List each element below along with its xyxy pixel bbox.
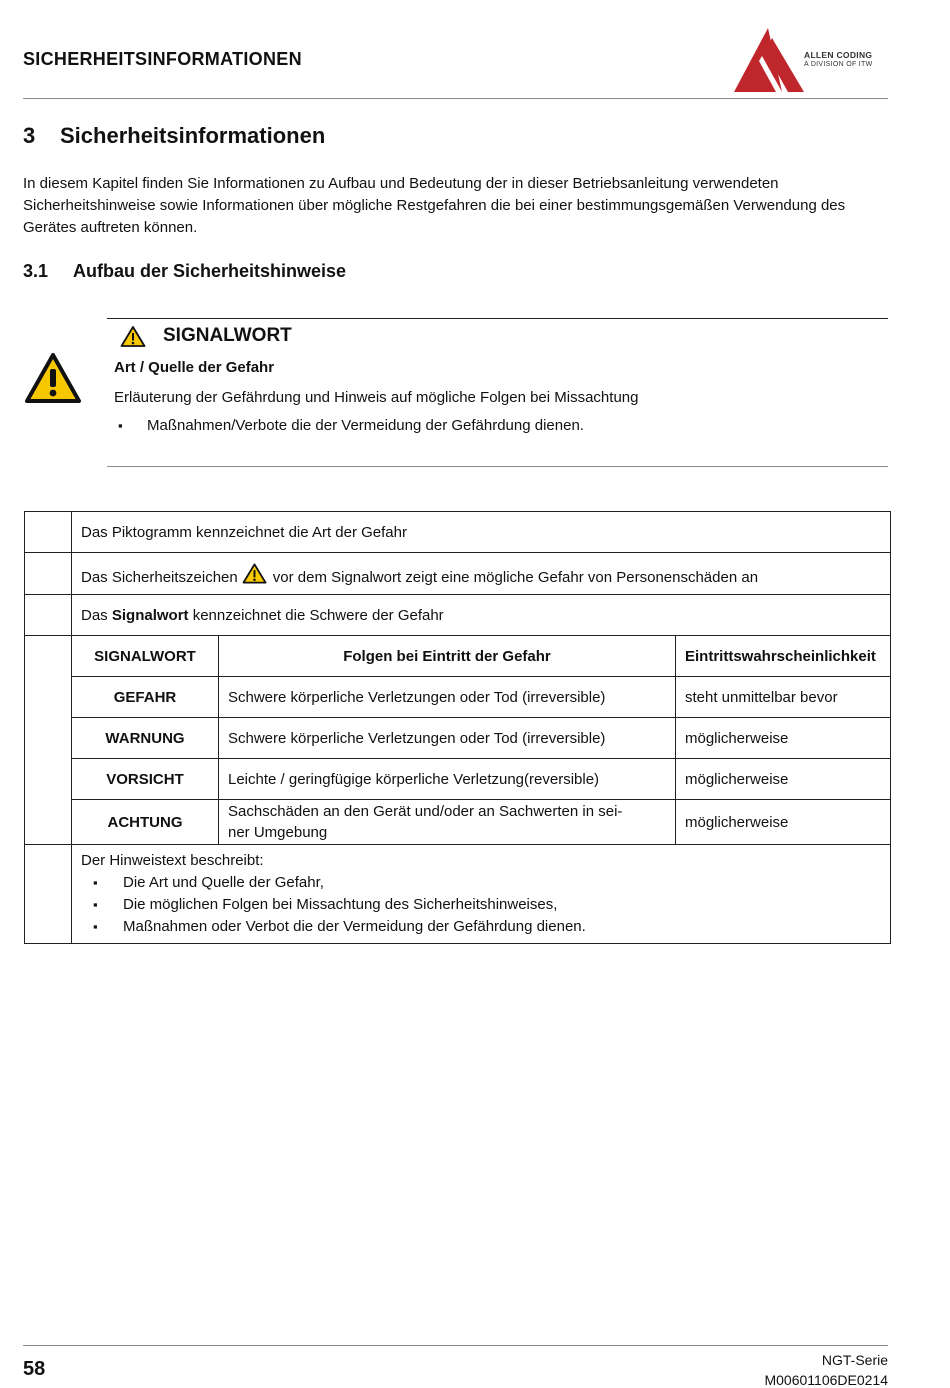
section-title: Aufbau der Sicherheitshinweise [73, 261, 347, 281]
severity-cell: Schwere körperliche Verletzungen oder Tod (irreversible) [219, 677, 676, 718]
severity-cell [219, 800, 676, 845]
section-number: 3.1 [23, 261, 49, 281]
legend-table [24, 511, 891, 944]
logo-name: ALLEN CODING [804, 50, 873, 60]
severity-cell: steht unmittelbar bevor [676, 677, 891, 718]
company-logo [732, 26, 892, 96]
severity-cell: möglicherweise [676, 718, 891, 759]
hint-item: ▪ Die möglichen Folgen bei Missachtung des Sicherheitshinweises, [81, 894, 881, 916]
severity-cell: GEFAHR [72, 677, 219, 718]
signal-word: SIGNALWORT [163, 325, 292, 346]
inline-safety-sign-icon [242, 562, 267, 585]
severity-cell: möglicherweise [676, 759, 891, 800]
legend-row-hint [25, 845, 891, 944]
safety-sign-icon [120, 325, 146, 348]
severity-header-row [72, 636, 890, 677]
severity-row [72, 718, 890, 759]
legend-row-severity [25, 636, 891, 845]
severity-header: Eintrittswahrscheinlichkeit [676, 636, 891, 677]
footer-divider [23, 1345, 888, 1346]
severity-cell: Leichte / geringfügige körperliche Verletzung(reversible) [219, 759, 676, 800]
legend-row-pictogram [25, 512, 891, 553]
severity-header: Folgen bei Eintritt der Gefahr [219, 636, 676, 677]
hazard-explanation: Erläuterung der Gefährdung und Hinweis auf mögliche Folgen bei Missachtung [114, 389, 639, 406]
logo-triangle-icon [732, 26, 804, 96]
hint-item: ▪ Maßnahmen oder Verbot die der Vermeidung der Gefährdung dienen. [81, 916, 881, 938]
achtung-line-2: ner Umgebung [228, 824, 328, 841]
notice-bottom-rule [107, 466, 888, 467]
hazard-source: Art / Quelle der Gefahr [114, 359, 275, 376]
warning-triangle-icon [24, 352, 82, 404]
signalword-suffix: kennzeichnet die Schwere der Gefahr [192, 606, 444, 624]
product-series: NGT-Serie [821, 1352, 888, 1368]
severity-row [72, 759, 890, 800]
chapter-number: 3 [23, 123, 36, 148]
achtung-line-1: Sachschäden an den Gerät und/oder an Sachwerten in sei- [228, 803, 623, 820]
severity-cell: ACHTUNG [72, 800, 219, 845]
header-title: SICHERHEITSINFORMATIONEN [23, 49, 302, 69]
header-divider [23, 98, 888, 99]
hint-intro: Der Hinweistext beschreibt: [81, 852, 264, 869]
bullet-marker: ▪ [93, 897, 98, 912]
signalword-bold: Signalwort [111, 606, 189, 624]
safety-sign-text-after: vor dem Signalwort zeigt eine mögliche Gefahr von Personenschäden an [272, 568, 759, 586]
page-number: 58 [23, 1358, 46, 1380]
document-number: M00601106DE0214 [764, 1372, 888, 1388]
severity-cell: WARNUNG [72, 718, 219, 759]
bullet-marker: ▪ [93, 875, 98, 890]
notice-top-rule [107, 318, 888, 319]
severity-cell: VORSICHT [72, 759, 219, 800]
chapter-intro: In diesem Kapitel finden Sie Informationen zu Aufbau und Bedeutung der in dieser Betriebsanleitung verwendeten Sicherheitshinweise sowie Informationen über mögliche Restgefahren die bei einer bestimmungsgemäßen Verwendung des Gerätes auftreten können. [23, 175, 846, 236]
signalword-prefix: Das [81, 606, 108, 624]
bullet-marker: ▪ [93, 919, 98, 934]
legend-row-safety-sign [25, 553, 891, 595]
chapter-title: Sicherheitsinformationen [60, 123, 326, 148]
legend-row-signalword [25, 595, 891, 636]
severity-header: SIGNALWORT [72, 636, 219, 677]
severity-cell: Schwere körperliche Verletzungen oder Tod (irreversible) [219, 718, 676, 759]
hazard-measure: Maßnahmen/Verbote die der Vermeidung der Gefährdung dienen. [147, 417, 584, 434]
severity-cell: möglicherweise [676, 800, 891, 845]
severity-table [72, 636, 890, 844]
logo-subtitle: A DIVISION OF ITW [804, 61, 873, 68]
hint-item: ▪ Die Art und Quelle der Gefahr, [81, 872, 881, 894]
severity-row [72, 677, 890, 718]
severity-row [72, 800, 890, 845]
safety-sign-text-before: Das Sicherheitszeichen [81, 568, 238, 586]
pictogram-text: Das Piktogramm kennzeichnet die Art der Gefahr [72, 512, 891, 553]
bullet-marker: ▪ [118, 418, 123, 433]
